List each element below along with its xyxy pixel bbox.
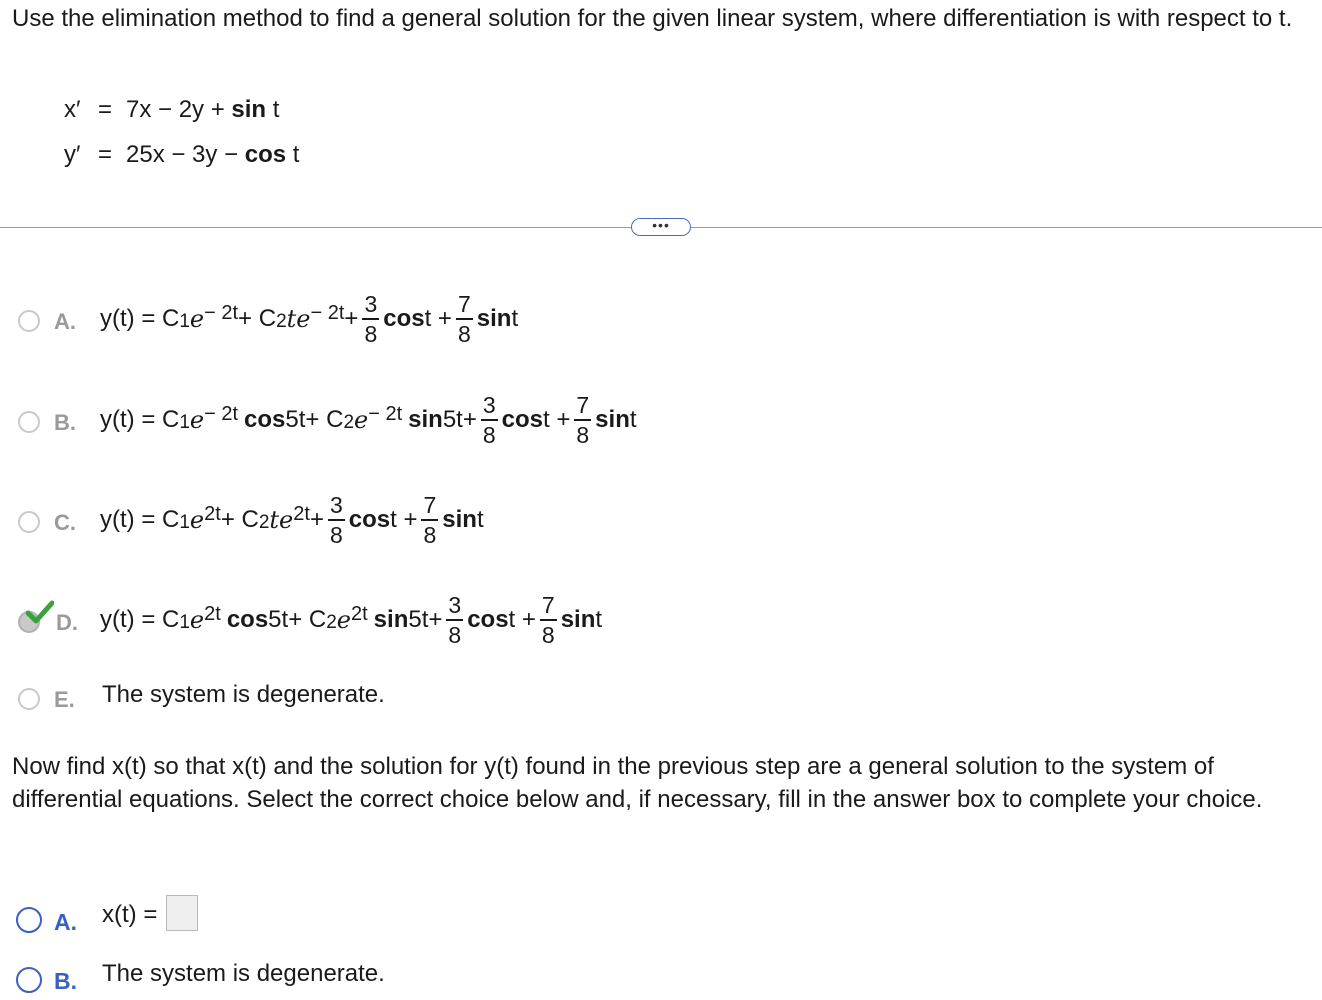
question-prompt: Use the elimination method to find a general solution for the given linear system, where differentiation is with respect to t. [12,5,1293,32]
part2-option-b-text[interactable]: The system is degenerate. [102,960,385,987]
part2-option-a-radio[interactable] [16,907,42,933]
fraction-7-8: $\frac{7}{8}$ [457,291,471,347]
show-more-button[interactable]: ••• [631,218,691,236]
option-b-letter: B. [54,410,76,435]
system-equation-x: x′ = 7x − 2y + sin t [64,96,280,123]
system-equation-y: y′ = 25x − 3y − cos t [64,141,300,168]
x-answer-input[interactable] [166,895,198,931]
option-e-radio[interactable] [18,688,40,710]
option-e-text[interactable]: The system is degenerate. [102,681,385,708]
option-c-radio[interactable] [18,511,40,533]
fraction-3-8: $\frac{3}{8}$ [329,492,343,548]
fraction-7-8: $\frac{7}{8}$ [423,492,437,548]
option-c-expression[interactable]: y(t) = C $_1$ e $^{2t}$ + C $_2$ te $^{2t}$ + $\frac{3}{8}$ cos t + $\frac{7}{8}$ sin t [100,492,484,548]
fraction-3-8: $\frac{3}{8}$ [448,592,462,648]
option-a-expression[interactable]: y(t) = C $_1$ e $^{- 2t}$ + C $_2$ te $^{- 2t}$ + $\frac{3}{8}$ cos t + $\frac{7}{8}$ sin t [100,291,519,347]
fraction-3-8: $\frac{3}{8}$ [482,392,496,448]
part2-option-a-letter: A. [54,909,77,935]
fraction-7-8: $\frac{7}{8}$ [576,392,590,448]
option-b-radio[interactable] [18,411,40,433]
option-d-letter: D. [56,610,78,635]
part2-prompt: Now find x(t) so that x(t) and the solution for y(t) found in the previous step are a general solution to the system of differential equations. Select the correct choice below and, if necessary, fill in the answer box to complete your choice. [12,753,1263,813]
part2-option-a-label: x(t) = [102,901,158,928]
option-b-expression[interactable]: y(t) = C $_1$ e $^{- 2t}$ cos 5t + C $_2$ e $^{- 2t}$ sin 5t + $\frac{3}{8}$ cos t + $\frac{7}{8}$ sin t [100,392,637,448]
option-d-expression[interactable]: y(t) = C $_1$ e $^{2t}$ cos 5t + C $_2$ e $^{2t}$ sin 5t + $\frac{3}{8}$ cos t + $\frac{7}{8}$ sin t [100,592,603,648]
part2-option-b-radio[interactable] [16,967,42,993]
option-c-letter: C. [54,510,76,535]
fraction-7-8: $\frac{7}{8}$ [541,592,555,648]
option-a-radio[interactable] [18,310,40,332]
fraction-3-8: $\frac{3}{8}$ [364,291,378,347]
correct-check-icon [26,600,54,624]
option-a-letter: A. [54,309,76,334]
part2-option-b-letter: B. [54,968,77,994]
option-e-letter: E. [54,687,75,712]
